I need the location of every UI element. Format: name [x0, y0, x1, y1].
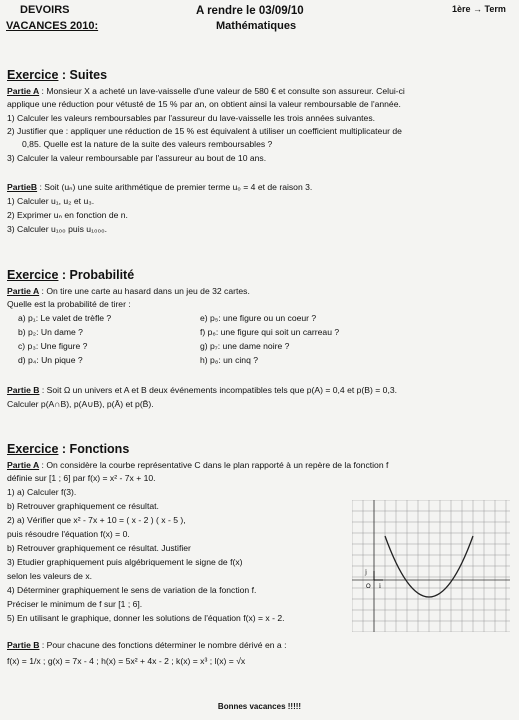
suites-partB-line1: [7, 182, 312, 192]
partie-text: : Soit Ω un univers et A et B deux événements incompatibles tels que p(A) = 0,4 et p(B) = 0,3.: [39, 385, 398, 395]
fonctions-partA-line1: [7, 460, 388, 470]
exercise-suites-title: [7, 68, 107, 83]
fonctions-line: 4) Déterminer graphiquement le sens de variation de la fonction f.: [7, 585, 257, 595]
suites-q3: 3) Calculer la valeur remboursable par l'assureur au bout de 10 ans.: [7, 153, 267, 163]
fonctions-line: b) Retrouver graphiquement ce résultat.: [7, 501, 159, 511]
exercise-fonctions-title: [7, 442, 129, 457]
fonctions-line: Préciser le minimum de f sur [1 ; 6].: [7, 599, 143, 609]
origin-label: O: [366, 584, 371, 590]
partie-label: Partie B: [7, 640, 40, 650]
proba-item-b: b) p₂: Un dame ?: [18, 327, 83, 337]
suites-q1: 1) Calculer les valeurs remboursables par l'assureur du lave-vaisselle les trois années suivantes.: [7, 113, 375, 123]
partie-text: : On tire une carte au hasard dans un jeu de 32 cartes.: [39, 286, 250, 296]
proba-item-d: d) p₄: Un pique ?: [18, 355, 83, 365]
footer-note: Bonnes vacances !!!!!: [217, 702, 302, 711]
partie-text: : Soit (uₙ) une suite arithmétique de premier terme u₀ = 4 et de raison 3.: [37, 182, 313, 192]
header-level: 1ère → Term: [452, 4, 506, 14]
suites-b2: 2) Exprimer uₙ en fonction de n.: [7, 210, 128, 220]
proba-item-h: h) p₈: un cinq ?: [200, 355, 259, 365]
proba-item-e: e) p₅: une figure ou un coeur ?: [200, 313, 317, 323]
exercise-word: Exercice: [7, 68, 59, 82]
j-label: j: [365, 568, 367, 576]
header-subject: Mathématiques: [216, 20, 297, 32]
proba-partB-line2: Calculer p(A∩B), p(A∪B), p(Ā) et p(B̄).: [7, 399, 154, 409]
proba-partB-line1: [7, 385, 397, 395]
partie-label: PartieB: [7, 182, 38, 192]
exercise-proba-title: [7, 268, 134, 283]
partie-label: Partie A: [7, 286, 40, 296]
i-label: i: [379, 582, 381, 590]
fonctions-line: b) Retrouver graphiquement ce résultat. Justifier: [7, 543, 191, 553]
partie-label: Partie A: [7, 460, 40, 470]
fonctions-line: 2) a) Vérifier que x² - 7x + 10 = ( x - 2 ) ( x - 5 ),: [7, 515, 186, 525]
suites-b1: 1) Calculer u₁, u₂ et u₃.: [7, 196, 95, 206]
proba-item-a: a) p₁: Le valet de trèfle ?: [18, 313, 112, 323]
proba-item-f: f) p₆: une figure qui soit un carreau ?: [200, 327, 340, 337]
exercise-word: Exercice: [7, 442, 59, 456]
proba-partA-line1: [7, 286, 250, 296]
header-vacances: VACANCES 2010:: [6, 20, 99, 32]
graph-grid: [352, 500, 510, 632]
fonctions-line: 5) En utilisant le graphique, donner les solutions de l'équation f(x) = x - 2.: [7, 613, 285, 623]
proba-item-c: c) p₃: Une figure ?: [18, 341, 88, 351]
exercise-topic: : Suites: [61, 68, 108, 82]
fonctions-partB-line1: [7, 640, 286, 650]
fonctions-partB-functions: f(x) = 1/x ; g(x) = 7x - 4 ; h(x) = 5x² + 4x - 2 ; k(x) = x³ ; l(x) = √x: [7, 656, 246, 666]
header-devoirs: DEVOIRS: [20, 4, 70, 16]
suites-b3: 3) Calculer u₁₀₀ puis u₁₀₀₀.: [7, 224, 108, 234]
fonctions-line: 3) Etudier graphiquement puis algébriquement le signe de f(x): [7, 557, 243, 567]
fonctions-line: 1) a) Calculer f(3).: [7, 487, 77, 497]
fonctions-partA-line2: définie sur [1 ; 6] par f(x) = x² - 7x + 10.: [7, 473, 156, 483]
header-due-date: A rendre le 03/09/10: [196, 5, 304, 17]
partie-label: Partie A: [7, 86, 40, 96]
partie-label: Partie B: [7, 385, 40, 395]
suites-partA-line2: applique une réduction pour vétusté de 15 % par an, on obtient ainsi la valeur remboursable de l'année.: [7, 99, 401, 109]
parabola-graph: [352, 500, 510, 632]
exercise-topic: : Fonctions: [61, 442, 130, 456]
fonctions-line: selon les valeurs de x.: [7, 571, 93, 581]
suites-q2a: 2) Justifier que : appliquer une réduction de 15 % est équivalent à utiliser un coefficient multiplicateur de: [7, 126, 402, 136]
partie-text: : On considère la courbe représentative C dans le plan rapporté à un repère de la fonction f: [39, 460, 389, 470]
suites-partA-line1: [7, 86, 405, 96]
proba-item-g: g) p₇: une dame noire ?: [200, 341, 290, 351]
fonctions-line: puis résoudre l'équation f(x) = 0.: [7, 529, 130, 539]
exercise-word: Exercice: [7, 268, 59, 282]
proba-partA-line2: Quelle est la probabilité de tirer :: [7, 299, 131, 309]
exercise-topic: : Probabilité: [61, 268, 135, 282]
partie-text: : Pour chacune des fonctions déterminer le nombre dérivé en a :: [39, 640, 287, 650]
partie-text: : Monsieur X a acheté un lave-vaisselle d'une valeur de 580 € et consulte son assureur. Celui-ci: [39, 86, 405, 96]
suites-q2b: 0,85. Quelle est la nature de la suite des valeurs remboursables ?: [22, 139, 273, 149]
